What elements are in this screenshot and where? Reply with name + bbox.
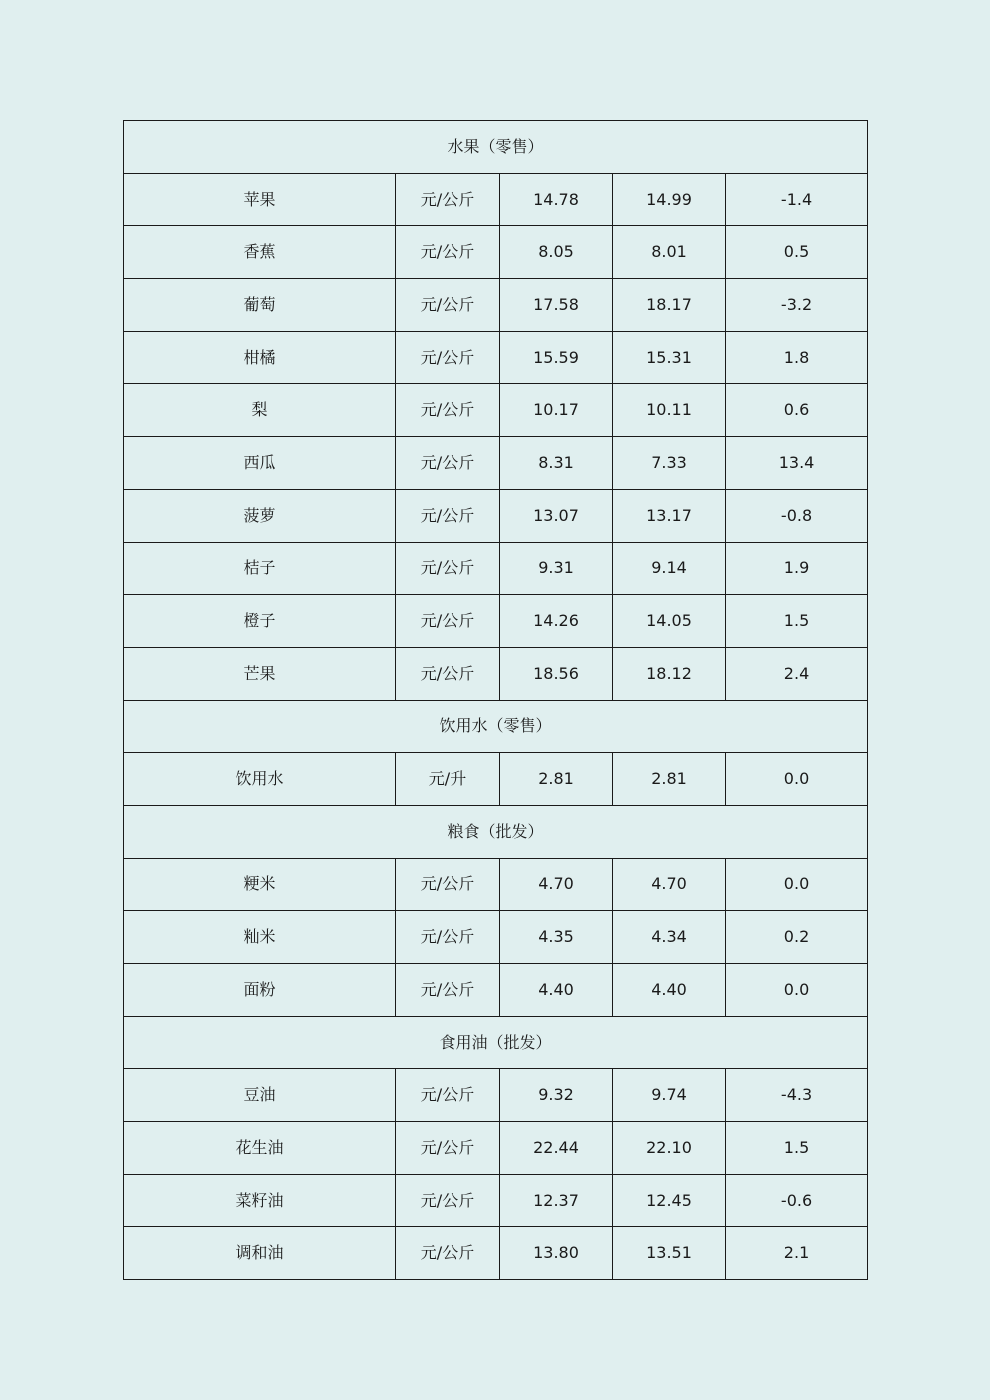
previous-price-cell: 9.74 [613, 1069, 726, 1122]
price-table [123, 120, 868, 1280]
change-percent-cell: 1.5 [726, 595, 868, 648]
previous-price-cell: 12.45 [613, 1174, 726, 1227]
current-price-cell: 13.07 [500, 489, 613, 542]
item-name-cell: 香蕉 [124, 226, 396, 279]
unit-cell: 元/升 [396, 753, 500, 806]
table-row [124, 1069, 868, 1122]
change-percent-cell: 1.9 [726, 542, 868, 595]
unit-cell: 元/公斤 [396, 489, 500, 542]
previous-price-cell: 7.33 [613, 437, 726, 490]
current-price-cell: 17.58 [500, 279, 613, 332]
item-name-cell: 菜籽油 [124, 1174, 396, 1227]
item-name-cell: 桔子 [124, 542, 396, 595]
section-header-row [124, 121, 868, 174]
table-row [124, 1227, 868, 1280]
previous-price-cell: 15.31 [613, 331, 726, 384]
item-name-cell: 西瓜 [124, 437, 396, 490]
change-percent-cell: 1.5 [726, 1122, 868, 1175]
price-table-body [124, 121, 868, 1280]
change-percent-cell: 13.4 [726, 437, 868, 490]
table-row [124, 753, 868, 806]
previous-price-cell: 18.17 [613, 279, 726, 332]
unit-cell: 元/公斤 [396, 279, 500, 332]
unit-cell: 元/公斤 [396, 331, 500, 384]
item-name-cell: 面粉 [124, 964, 396, 1017]
previous-price-cell: 9.14 [613, 542, 726, 595]
current-price-cell: 4.40 [500, 964, 613, 1017]
change-percent-cell: 0.0 [726, 858, 868, 911]
table-row [124, 542, 868, 595]
unit-cell: 元/公斤 [396, 647, 500, 700]
table-row [124, 964, 868, 1017]
unit-cell: 元/公斤 [396, 437, 500, 490]
current-price-cell: 13.80 [500, 1227, 613, 1280]
table-row [124, 331, 868, 384]
section-header-row [124, 805, 868, 858]
table-row [124, 911, 868, 964]
table-row [124, 1122, 868, 1175]
change-percent-cell: 0.0 [726, 964, 868, 1017]
current-price-cell: 4.70 [500, 858, 613, 911]
table-row [124, 1174, 868, 1227]
item-name-cell: 葡萄 [124, 279, 396, 332]
unit-cell: 元/公斤 [396, 1122, 500, 1175]
unit-cell: 元/公斤 [396, 964, 500, 1017]
item-name-cell: 苹果 [124, 173, 396, 226]
previous-price-cell: 8.01 [613, 226, 726, 279]
current-price-cell: 8.05 [500, 226, 613, 279]
current-price-cell: 18.56 [500, 647, 613, 700]
table-row [124, 384, 868, 437]
change-percent-cell: 0.2 [726, 911, 868, 964]
item-name-cell: 柑橘 [124, 331, 396, 384]
current-price-cell: 14.26 [500, 595, 613, 648]
change-percent-cell: 0.5 [726, 226, 868, 279]
section-header-row [124, 1016, 868, 1069]
item-name-cell: 梨 [124, 384, 396, 437]
unit-cell: 元/公斤 [396, 542, 500, 595]
table-row [124, 279, 868, 332]
change-percent-cell: -3.2 [726, 279, 868, 332]
table-row [124, 858, 868, 911]
current-price-cell: 10.17 [500, 384, 613, 437]
unit-cell: 元/公斤 [396, 858, 500, 911]
table-row [124, 489, 868, 542]
section-title: 粮食（批发） [124, 805, 868, 858]
previous-price-cell: 22.10 [613, 1122, 726, 1175]
change-percent-cell: -1.4 [726, 173, 868, 226]
item-name-cell: 豆油 [124, 1069, 396, 1122]
item-name-cell: 花生油 [124, 1122, 396, 1175]
change-percent-cell: 1.8 [726, 331, 868, 384]
previous-price-cell: 4.40 [613, 964, 726, 1017]
section-title: 食用油（批发） [124, 1016, 868, 1069]
item-name-cell: 饮用水 [124, 753, 396, 806]
unit-cell: 元/公斤 [396, 226, 500, 279]
table-row [124, 437, 868, 490]
unit-cell: 元/公斤 [396, 911, 500, 964]
current-price-cell: 2.81 [500, 753, 613, 806]
previous-price-cell: 14.05 [613, 595, 726, 648]
unit-cell: 元/公斤 [396, 1174, 500, 1227]
change-percent-cell: 2.4 [726, 647, 868, 700]
section-title: 饮用水（零售） [124, 700, 868, 753]
current-price-cell: 12.37 [500, 1174, 613, 1227]
current-price-cell: 22.44 [500, 1122, 613, 1175]
current-price-cell: 4.35 [500, 911, 613, 964]
previous-price-cell: 13.17 [613, 489, 726, 542]
previous-price-cell: 18.12 [613, 647, 726, 700]
previous-price-cell: 2.81 [613, 753, 726, 806]
table-row [124, 595, 868, 648]
previous-price-cell: 13.51 [613, 1227, 726, 1280]
change-percent-cell: -0.6 [726, 1174, 868, 1227]
previous-price-cell: 14.99 [613, 173, 726, 226]
current-price-cell: 8.31 [500, 437, 613, 490]
unit-cell: 元/公斤 [396, 173, 500, 226]
table-row [124, 647, 868, 700]
item-name-cell: 粳米 [124, 858, 396, 911]
unit-cell: 元/公斤 [396, 384, 500, 437]
change-percent-cell: 0.6 [726, 384, 868, 437]
change-percent-cell: 0.0 [726, 753, 868, 806]
current-price-cell: 14.78 [500, 173, 613, 226]
item-name-cell: 橙子 [124, 595, 396, 648]
previous-price-cell: 10.11 [613, 384, 726, 437]
item-name-cell: 籼米 [124, 911, 396, 964]
previous-price-cell: 4.70 [613, 858, 726, 911]
unit-cell: 元/公斤 [396, 1227, 500, 1280]
change-percent-cell: -0.8 [726, 489, 868, 542]
change-percent-cell: 2.1 [726, 1227, 868, 1280]
item-name-cell: 菠萝 [124, 489, 396, 542]
table-row [124, 226, 868, 279]
item-name-cell: 芒果 [124, 647, 396, 700]
section-title: 水果（零售） [124, 121, 868, 174]
unit-cell: 元/公斤 [396, 1069, 500, 1122]
current-price-cell: 9.31 [500, 542, 613, 595]
unit-cell: 元/公斤 [396, 595, 500, 648]
previous-price-cell: 4.34 [613, 911, 726, 964]
table-row [124, 173, 868, 226]
current-price-cell: 15.59 [500, 331, 613, 384]
item-name-cell: 调和油 [124, 1227, 396, 1280]
current-price-cell: 9.32 [500, 1069, 613, 1122]
section-header-row [124, 700, 868, 753]
change-percent-cell: -4.3 [726, 1069, 868, 1122]
